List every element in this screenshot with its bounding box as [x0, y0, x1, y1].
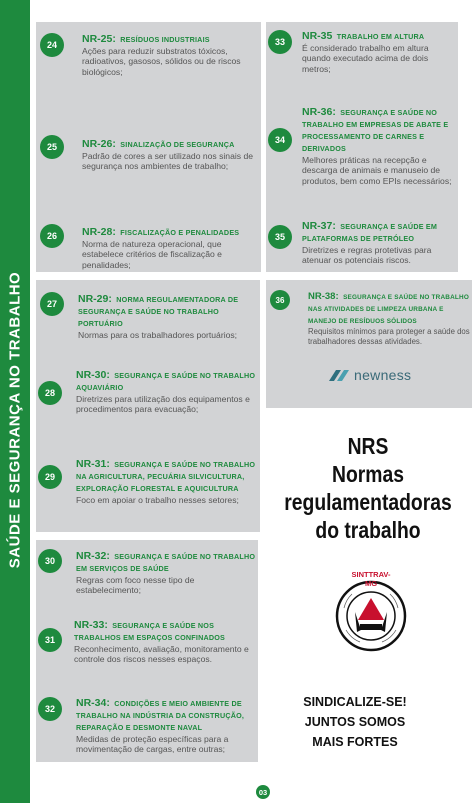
nr-description: Foco em apoiar o trabalho nesses setores;	[76, 495, 239, 505]
nr-title: SINALIZAÇÃO DE SEGURANÇA	[120, 140, 235, 149]
brand-name: newness	[354, 367, 412, 383]
number-badge: 31	[38, 628, 62, 652]
nr-title: SEGURANÇA E SAÚDE NO TRABALHO NAS ATIVIDADES DE LIMPEZA URBANA E MANEJO DE RESÍDUOS SÓLIDOS	[308, 294, 470, 325]
heading-line-2: Normas	[332, 461, 404, 487]
nr-code: NR-26:	[82, 138, 116, 150]
page-heading	[284, 432, 452, 544]
nr-description: Reconhecimento, avaliação, monitoramento e controle dos riscos nesses espaços.	[74, 644, 249, 665]
nr-description: Diretrizes e regras protetivas para atenuar os potenciais riscos.	[302, 245, 432, 266]
nr-description: Norma de natureza operacional, que estabelece critérios de fiscalização e penalidades;	[82, 239, 222, 270]
nr-description: Ações para reduzir substratos tóxicos, radioativos, gasosos, sólidos ou de riscos biológicos;	[82, 46, 241, 77]
nr-description: Regras com foco nesse tipo de estabelecimento;	[76, 575, 195, 596]
heading-line-4: do trabalho	[315, 517, 421, 543]
nr-title: TRABALHO EM ALTURA	[336, 32, 425, 41]
number-badge: 27	[40, 292, 64, 316]
slogan-line-3: MAIS FORTES	[312, 735, 398, 749]
union-logo	[330, 572, 412, 654]
number-badge: 24	[40, 33, 64, 57]
nr-code: NR-32:	[76, 550, 110, 562]
nr-description: Padrão de cores a ser utilizado nos sinais de segurança nos ambientes de trabalho;	[82, 151, 254, 172]
nr-code: NR-33:	[74, 619, 108, 631]
nr-description: Medidas de proteção específicas para a movimentação de cargas, entre outras;	[76, 734, 229, 755]
nr-code: NR-28:	[82, 226, 116, 238]
number-badge: 34	[268, 128, 292, 152]
number-badge: 25	[40, 135, 64, 159]
nr-code: NR-36:	[302, 106, 336, 118]
logo-label: SINTTRAV-MG	[351, 570, 391, 588]
page-number: 03	[256, 785, 270, 799]
nr-title: SEGURANÇA E SAÚDE NOS TRABALHOS EM ESPAÇOS CONFINADOS	[74, 621, 226, 642]
nr-description: Melhores práticas na recepção e descarga de animais e manuseio de produtos, bem como EPIs necessários;	[302, 155, 452, 186]
nr-code: NR-38:	[308, 291, 339, 302]
nr-title: SEGURANÇA E SAÚDE NO TRABALHO NA AGRICULTURA, PECUÁRIA SILVICULTURA, EXPLORAÇÃO FLORESTAL E AQUICULTURA	[76, 460, 256, 493]
nr-code: NR-31:	[76, 458, 110, 470]
slogan-line-2: JUNTOS SOMOS	[304, 715, 406, 729]
nr-title: FISCALIZAÇÃO E PENALIDADES	[120, 228, 240, 237]
nr-title: SEGURANÇA E SAÚDE NO TRABALHO EM EMPRESAS DE ABATE E PROCESSAMENTO DE CARNES E DERIVADOS	[302, 108, 449, 153]
number-badge: 33	[268, 30, 292, 54]
nr-description: Normas para os trabalhadores portuários;	[78, 330, 238, 340]
number-badge: 35	[268, 225, 292, 249]
nr-description: Requisitos mínimos para proteger a saúde dos trabalhadores dessas atividades.	[308, 327, 470, 346]
newness-logo-icon	[327, 367, 351, 383]
nr-code: NR-35	[302, 30, 333, 42]
nr-title: CONDIÇÕES E MEIO AMBIENTE DE TRABALHO NA INDÚSTRIA DA CONSTRUÇÃO, REPARAÇÃO E DESMONTE NAVAL	[76, 699, 245, 732]
nr-description: É considerado trabalho em altura quando executado acima de dois metros;	[302, 43, 429, 74]
number-badge: 36	[270, 290, 290, 310]
nr-title: SEGURANÇA E SAÚDE EM PLATAFORMAS DE PETRÓLEO	[302, 222, 438, 243]
number-badge: 29	[38, 465, 62, 489]
sidebar	[0, 0, 30, 803]
nr-description: Diretrizes para utilização dos equipamentos e procedimentos para evacuação;	[76, 394, 250, 415]
nr-code: NR-25:	[82, 33, 116, 45]
number-badge: 28	[38, 381, 62, 405]
nr-title: NORMA REGULAMENTADORA DE SEGURANÇA E SAÚDE NO TRABALHO PORTUÁRIO	[78, 295, 239, 328]
sidebar-title: SAÚDE E SEGURANÇA NO TRABALHO	[6, 271, 24, 569]
nr-code: NR-30:	[76, 369, 110, 381]
number-badge: 32	[38, 697, 62, 721]
nr-code: NR-34:	[76, 697, 110, 709]
nr-code: NR-29:	[78, 293, 112, 305]
slogan	[290, 692, 420, 752]
nr-title: SEGURANÇA E SAÚDE NO TRABALHO AQUAVIÁRIO	[76, 371, 256, 392]
number-badge: 30	[38, 549, 62, 573]
nr-title: SEGURANÇA E SAÚDE NO TRABALHO EM SERVIÇOS DE SAÚDE	[76, 552, 256, 573]
slogan-line-1: SINDICALIZE-SE!	[303, 695, 407, 709]
nr-title: RESÍDUOS INDUSTRIAIS	[120, 35, 210, 44]
heading-line-1: NRS	[347, 433, 389, 459]
newness-brand	[327, 367, 411, 383]
number-badge: 26	[40, 224, 64, 248]
nr-code: NR-37:	[302, 220, 336, 232]
heading-line-3: regulamentadoras	[284, 489, 452, 515]
